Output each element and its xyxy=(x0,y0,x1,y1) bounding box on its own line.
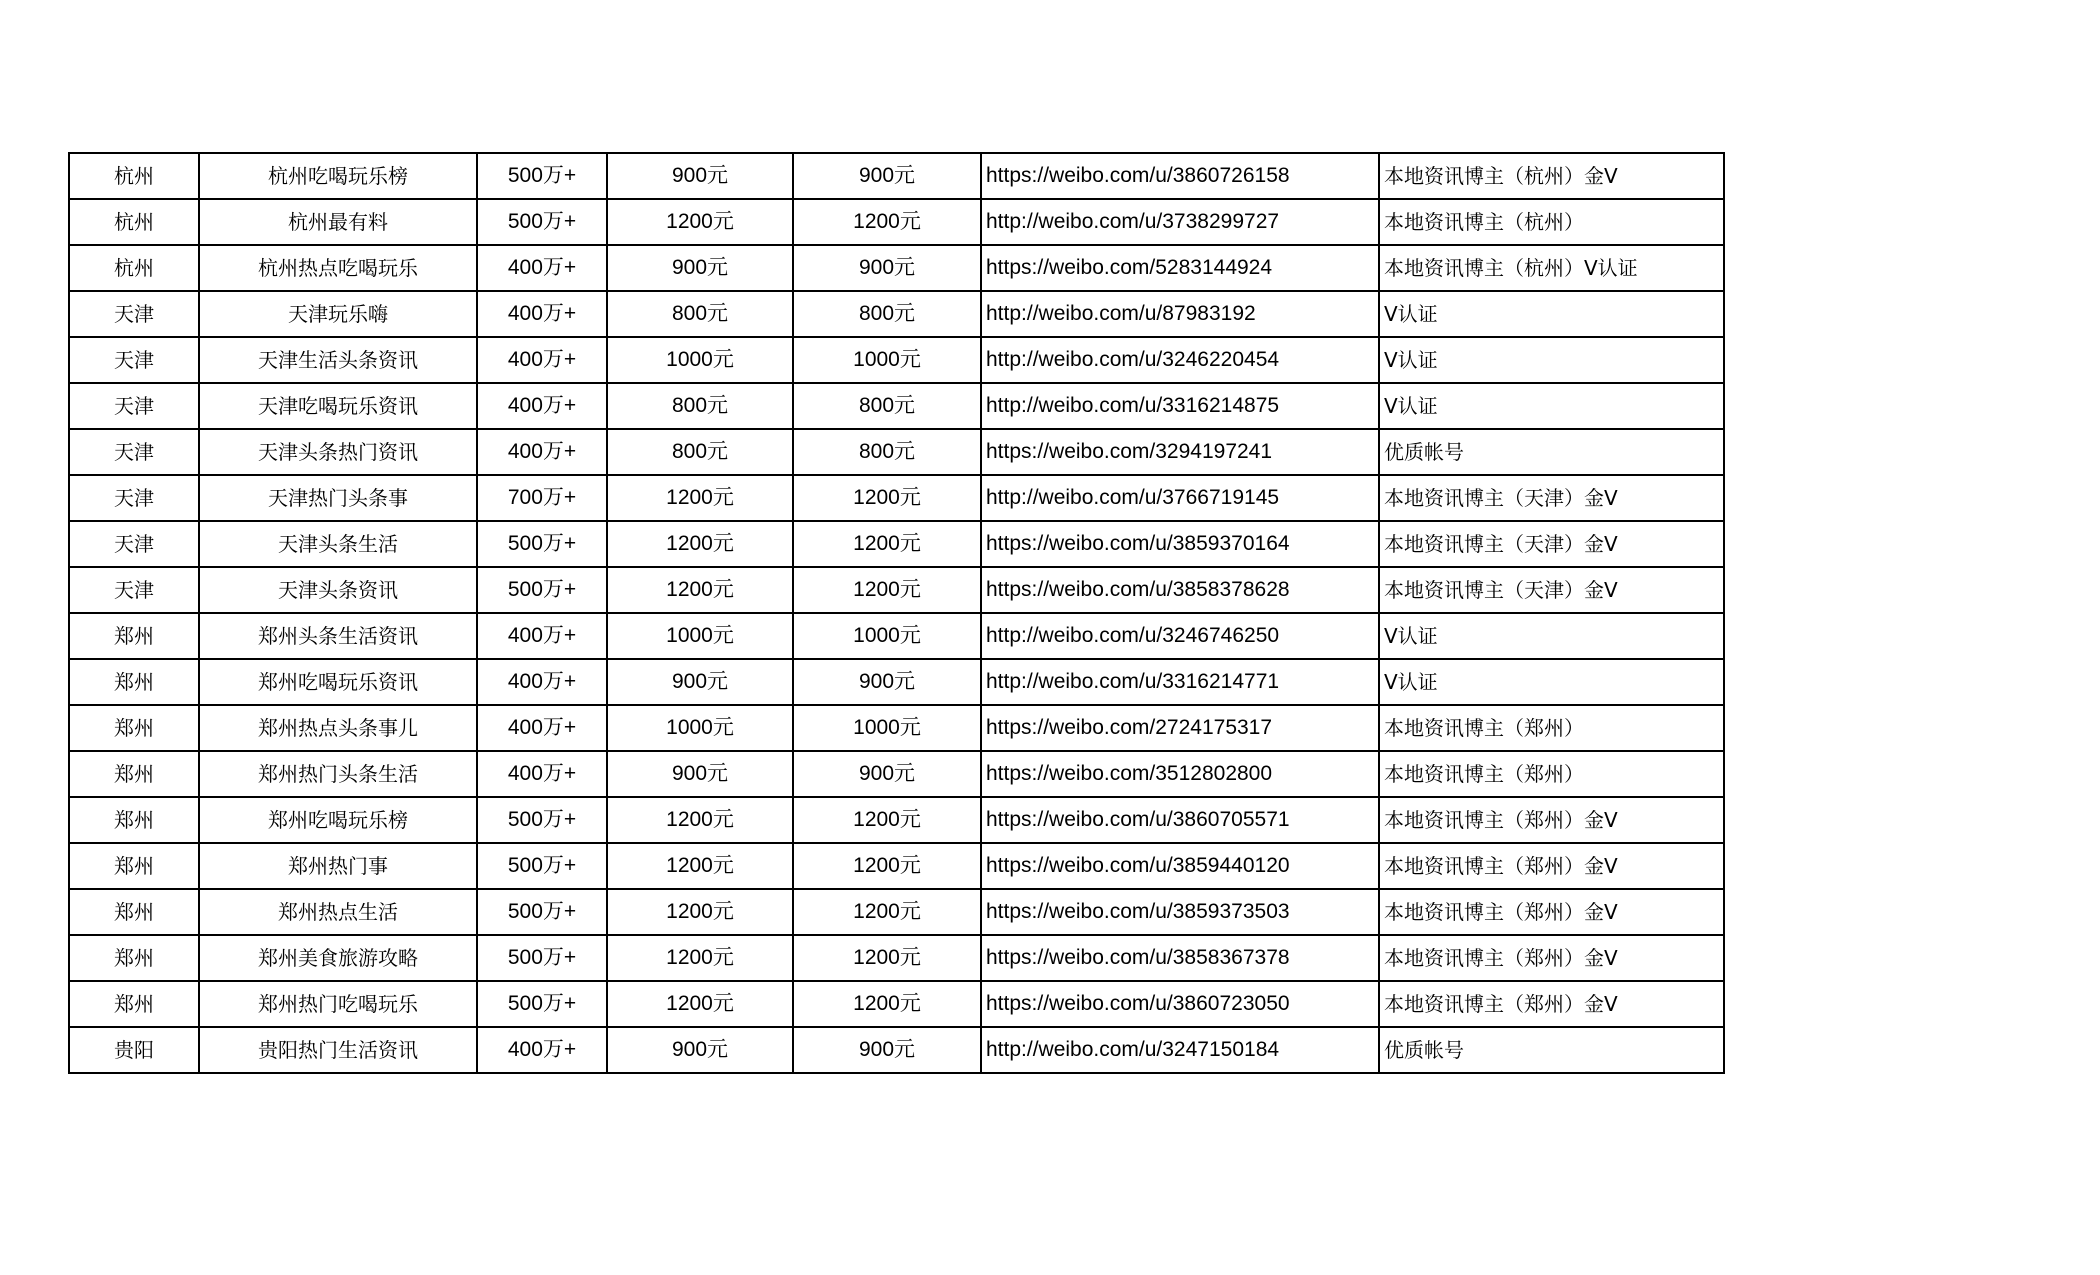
account-name-cell: 郑州热点头条事儿 xyxy=(199,705,477,751)
table-row xyxy=(69,567,1724,613)
link-cell: http://weibo.com/u/3246746250 xyxy=(981,613,1379,659)
account-name-cell: 天津玩乐嗨 xyxy=(199,291,477,337)
account-name-cell: 郑州吃喝玩乐资讯 xyxy=(199,659,477,705)
note-cell: V认证 xyxy=(1379,659,1724,705)
followers-cell: 400万+ xyxy=(477,1027,607,1073)
price-cell-b: 900元 xyxy=(793,1027,981,1073)
table-row xyxy=(69,843,1724,889)
price-cell-b: 900元 xyxy=(793,153,981,199)
account-name-cell: 天津生活头条资讯 xyxy=(199,337,477,383)
account-name-cell: 郑州热门吃喝玩乐 xyxy=(199,981,477,1027)
link-cell: https://weibo.com/u/3860726158 xyxy=(981,153,1379,199)
city-cell: 郑州 xyxy=(69,981,199,1027)
city-cell: 杭州 xyxy=(69,153,199,199)
price-cell-b: 1200元 xyxy=(793,199,981,245)
price-cell-a: 1200元 xyxy=(607,843,793,889)
followers-cell: 500万+ xyxy=(477,889,607,935)
account-name-cell: 郑州热点生活 xyxy=(199,889,477,935)
table-row xyxy=(69,751,1724,797)
price-cell-b: 1200元 xyxy=(793,843,981,889)
followers-cell: 400万+ xyxy=(477,751,607,797)
note-cell: 本地资讯博主（杭州）金V xyxy=(1379,153,1724,199)
link-cell: http://weibo.com/u/3316214875 xyxy=(981,383,1379,429)
account-name-cell: 天津吃喝玩乐资讯 xyxy=(199,383,477,429)
city-cell: 郑州 xyxy=(69,659,199,705)
account-name-cell: 天津头条热门资讯 xyxy=(199,429,477,475)
price-cell-a: 1200元 xyxy=(607,797,793,843)
link-cell: https://weibo.com/u/3860705571 xyxy=(981,797,1379,843)
price-cell-b: 800元 xyxy=(793,291,981,337)
link-cell: https://weibo.com/5283144924 xyxy=(981,245,1379,291)
account-name-cell: 郑州头条生活资讯 xyxy=(199,613,477,659)
account-name-cell: 杭州最有料 xyxy=(199,199,477,245)
table-row xyxy=(69,889,1724,935)
table-row xyxy=(69,613,1724,659)
table-row xyxy=(69,981,1724,1027)
table-body xyxy=(69,153,1724,1073)
price-cell-a: 1200元 xyxy=(607,889,793,935)
followers-cell: 400万+ xyxy=(477,245,607,291)
price-cell-a: 800元 xyxy=(607,383,793,429)
table-row xyxy=(69,935,1724,981)
price-cell-b: 1200元 xyxy=(793,935,981,981)
city-cell: 杭州 xyxy=(69,245,199,291)
note-cell: 本地资讯博主（郑州）金V xyxy=(1379,843,1724,889)
price-cell-a: 1200元 xyxy=(607,199,793,245)
followers-cell: 400万+ xyxy=(477,705,607,751)
link-cell: http://weibo.com/u/3316214771 xyxy=(981,659,1379,705)
price-cell-a: 1000元 xyxy=(607,337,793,383)
table-row xyxy=(69,475,1724,521)
link-cell: https://weibo.com/u/3859370164 xyxy=(981,521,1379,567)
followers-cell: 500万+ xyxy=(477,981,607,1027)
city-cell: 天津 xyxy=(69,383,199,429)
city-cell: 郑州 xyxy=(69,613,199,659)
table-row xyxy=(69,383,1724,429)
followers-cell: 400万+ xyxy=(477,613,607,659)
city-cell: 郑州 xyxy=(69,889,199,935)
followers-cell: 400万+ xyxy=(477,429,607,475)
price-cell-b: 1200元 xyxy=(793,889,981,935)
price-cell-a: 900元 xyxy=(607,751,793,797)
link-cell: https://weibo.com/u/3860723050 xyxy=(981,981,1379,1027)
link-cell: https://weibo.com/u/3858367378 xyxy=(981,935,1379,981)
price-cell-a: 1200元 xyxy=(607,981,793,1027)
note-cell: V认证 xyxy=(1379,337,1724,383)
note-cell: 优质帐号 xyxy=(1379,429,1724,475)
price-cell-b: 1200元 xyxy=(793,567,981,613)
followers-cell: 500万+ xyxy=(477,199,607,245)
price-cell-a: 1000元 xyxy=(607,705,793,751)
followers-cell: 400万+ xyxy=(477,383,607,429)
followers-cell: 400万+ xyxy=(477,337,607,383)
account-table xyxy=(68,152,1725,1074)
note-cell: 本地资讯博主（郑州）金V xyxy=(1379,797,1724,843)
city-cell: 杭州 xyxy=(69,199,199,245)
note-cell: 本地资讯博主（天津）金V xyxy=(1379,567,1724,613)
link-cell: http://weibo.com/u/87983192 xyxy=(981,291,1379,337)
city-cell: 天津 xyxy=(69,475,199,521)
price-cell-a: 900元 xyxy=(607,153,793,199)
price-cell-b: 900元 xyxy=(793,659,981,705)
account-name-cell: 郑州热门头条生活 xyxy=(199,751,477,797)
note-cell: V认证 xyxy=(1379,291,1724,337)
price-cell-b: 1200元 xyxy=(793,797,981,843)
account-name-cell: 郑州美食旅游攻略 xyxy=(199,935,477,981)
city-cell: 天津 xyxy=(69,291,199,337)
followers-cell: 500万+ xyxy=(477,567,607,613)
price-cell-b: 1200元 xyxy=(793,981,981,1027)
followers-cell: 700万+ xyxy=(477,475,607,521)
link-cell: https://weibo.com/3294197241 xyxy=(981,429,1379,475)
price-cell-a: 900元 xyxy=(607,659,793,705)
price-cell-b: 1200元 xyxy=(793,475,981,521)
price-cell-a: 800元 xyxy=(607,429,793,475)
account-name-cell: 杭州吃喝玩乐榜 xyxy=(199,153,477,199)
table-row xyxy=(69,199,1724,245)
price-cell-b: 800元 xyxy=(793,429,981,475)
price-cell-b: 1000元 xyxy=(793,613,981,659)
account-name-cell: 贵阳热门生活资讯 xyxy=(199,1027,477,1073)
table-row xyxy=(69,1027,1724,1073)
note-cell: 本地资讯博主（郑州）金V xyxy=(1379,889,1724,935)
followers-cell: 400万+ xyxy=(477,659,607,705)
city-cell: 天津 xyxy=(69,521,199,567)
note-cell: V认证 xyxy=(1379,383,1724,429)
note-cell: 本地资讯博主（郑州）金V xyxy=(1379,981,1724,1027)
account-name-cell: 郑州热门事 xyxy=(199,843,477,889)
city-cell: 郑州 xyxy=(69,751,199,797)
city-cell: 天津 xyxy=(69,337,199,383)
followers-cell: 500万+ xyxy=(477,935,607,981)
table-row xyxy=(69,429,1724,475)
price-cell-a: 1200元 xyxy=(607,935,793,981)
price-cell-b: 1000元 xyxy=(793,337,981,383)
note-cell: 本地资讯博主（郑州） xyxy=(1379,751,1724,797)
note-cell: 本地资讯博主（郑州）金V xyxy=(1379,935,1724,981)
table-row xyxy=(69,291,1724,337)
table-row xyxy=(69,521,1724,567)
price-cell-b: 900元 xyxy=(793,751,981,797)
account-name-cell: 郑州吃喝玩乐榜 xyxy=(199,797,477,843)
price-cell-a: 900元 xyxy=(607,245,793,291)
followers-cell: 500万+ xyxy=(477,153,607,199)
account-name-cell: 杭州热点吃喝玩乐 xyxy=(199,245,477,291)
price-cell-b: 900元 xyxy=(793,245,981,291)
price-cell-b: 1200元 xyxy=(793,521,981,567)
city-cell: 郑州 xyxy=(69,843,199,889)
city-cell: 天津 xyxy=(69,567,199,613)
city-cell: 郑州 xyxy=(69,797,199,843)
note-cell: 优质帐号 xyxy=(1379,1027,1724,1073)
note-cell: V认证 xyxy=(1379,613,1724,659)
table-row xyxy=(69,245,1724,291)
note-cell: 本地资讯博主（郑州） xyxy=(1379,705,1724,751)
note-cell: 本地资讯博主（天津）金V xyxy=(1379,475,1724,521)
account-name-cell: 天津头条生活 xyxy=(199,521,477,567)
city-cell: 贵阳 xyxy=(69,1027,199,1073)
city-cell: 天津 xyxy=(69,429,199,475)
note-cell: 本地资讯博主（杭州）V认证 xyxy=(1379,245,1724,291)
price-cell-a: 1200元 xyxy=(607,567,793,613)
table-row xyxy=(69,705,1724,751)
link-cell: https://weibo.com/u/3859440120 xyxy=(981,843,1379,889)
price-cell-a: 900元 xyxy=(607,1027,793,1073)
link-cell: https://weibo.com/2724175317 xyxy=(981,705,1379,751)
city-cell: 郑州 xyxy=(69,705,199,751)
followers-cell: 500万+ xyxy=(477,843,607,889)
link-cell: https://weibo.com/u/3859373503 xyxy=(981,889,1379,935)
table-row xyxy=(69,659,1724,705)
price-cell-a: 1200元 xyxy=(607,521,793,567)
table-row xyxy=(69,337,1724,383)
city-cell: 郑州 xyxy=(69,935,199,981)
table-row xyxy=(69,153,1724,199)
note-cell: 本地资讯博主（天津）金V xyxy=(1379,521,1724,567)
followers-cell: 500万+ xyxy=(477,797,607,843)
price-cell-a: 800元 xyxy=(607,291,793,337)
followers-cell: 500万+ xyxy=(477,521,607,567)
link-cell: https://weibo.com/u/3858378628 xyxy=(981,567,1379,613)
account-name-cell: 天津头条资讯 xyxy=(199,567,477,613)
table-row xyxy=(69,797,1724,843)
followers-cell: 400万+ xyxy=(477,291,607,337)
link-cell: https://weibo.com/3512802800 xyxy=(981,751,1379,797)
note-cell: 本地资讯博主（杭州） xyxy=(1379,199,1724,245)
price-cell-b: 1000元 xyxy=(793,705,981,751)
price-cell-a: 1000元 xyxy=(607,613,793,659)
link-cell: http://weibo.com/u/3246220454 xyxy=(981,337,1379,383)
link-cell: http://weibo.com/u/3738299727 xyxy=(981,199,1379,245)
price-cell-a: 1200元 xyxy=(607,475,793,521)
account-name-cell: 天津热门头条事 xyxy=(199,475,477,521)
link-cell: http://weibo.com/u/3247150184 xyxy=(981,1027,1379,1073)
price-cell-b: 800元 xyxy=(793,383,981,429)
link-cell: http://weibo.com/u/3766719145 xyxy=(981,475,1379,521)
